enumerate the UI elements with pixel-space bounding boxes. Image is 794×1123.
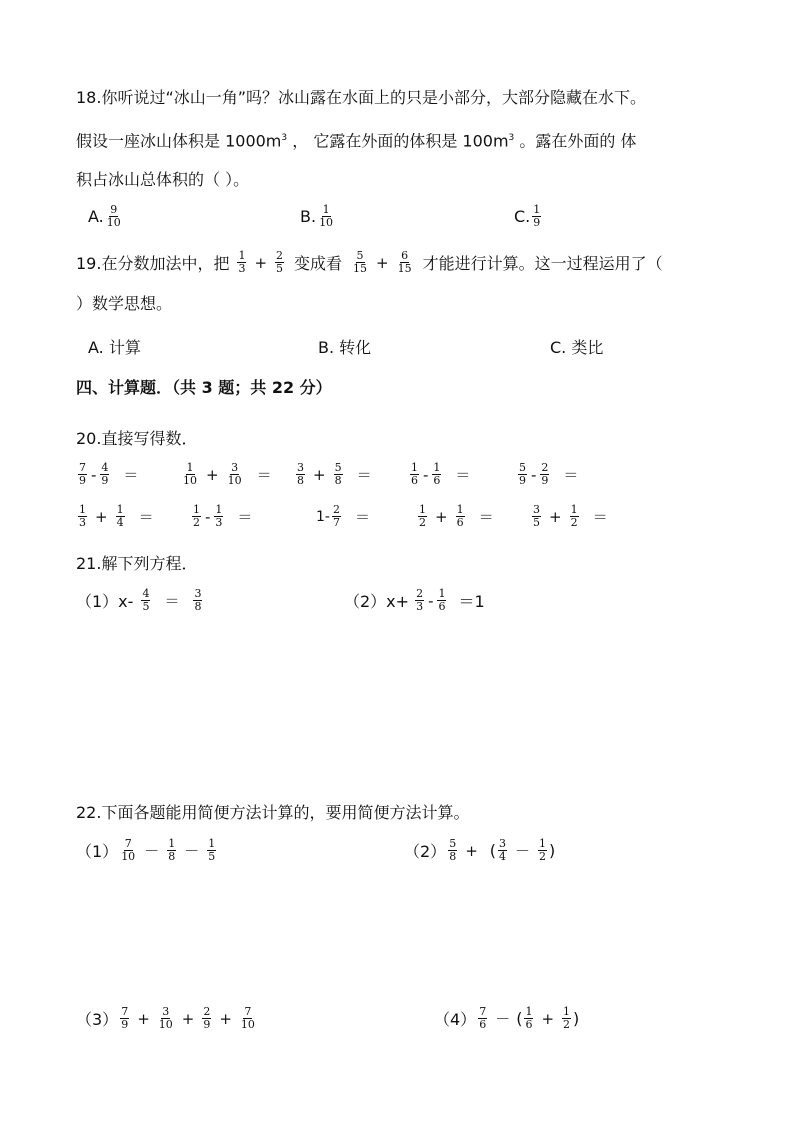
frac (240, 1006, 256, 1031)
frac (532, 504, 541, 529)
frac-num: 1 (433, 461, 441, 474)
q22-p4-label: （4） (434, 1010, 477, 1029)
q22-p3-label: （3） (76, 1010, 119, 1029)
frac-den: 8 (334, 474, 342, 487)
q18-line2-b: ， 它露在外面的体积是 100m (292, 131, 509, 151)
frac-den: 9 (519, 474, 526, 487)
frac-den: 10 (158, 1018, 173, 1031)
q19-f4 (397, 250, 413, 275)
frac-den: 2 (419, 516, 426, 529)
minus-sign: － (495, 1010, 511, 1028)
frac-den: 8 (449, 850, 457, 863)
frac-den: 5 (533, 516, 540, 529)
q19-option-a-label: A. 计算 (88, 338, 141, 357)
q18-line1: 18.你听说过“冰山一角”吗？冰山露在水面上的只是小部分，大部分隐藏在水下。 (76, 88, 647, 107)
frac-num: 1 (168, 837, 176, 850)
frac (214, 504, 223, 529)
q22-problem-4 (434, 1006, 579, 1031)
q18-option-a[interactable] (88, 204, 124, 229)
operator: + (435, 507, 448, 526)
frac-den: 3 (238, 262, 246, 275)
q20-r2-c5 (530, 504, 614, 529)
q18-line2 (76, 126, 636, 153)
q20-title: 20.直接写得数． (76, 429, 198, 448)
frac-num: 1 (79, 503, 86, 516)
frac-den: 9 (101, 474, 109, 487)
frac (120, 1006, 129, 1031)
frac-num: 3 (297, 461, 304, 474)
frac-num: 3 (499, 837, 507, 850)
q18-option-c-fraction (532, 204, 541, 229)
q21-p1-label: （1）x- (76, 592, 134, 611)
frac (456, 504, 465, 529)
minus-sign: － (184, 842, 200, 860)
q18-sup2: 3 (508, 133, 515, 143)
q18-option-b-label: B. (300, 207, 317, 226)
plus-sign: + (219, 1009, 232, 1028)
frac-den: 6 (479, 1018, 487, 1031)
operator: - (423, 465, 429, 484)
frac-num: 1 (193, 503, 200, 516)
frac-den: 5 (276, 262, 284, 275)
q20-r2-c4 (416, 504, 500, 529)
operator: + (313, 465, 326, 484)
q22-problem-3 (76, 1006, 258, 1031)
frac (410, 462, 419, 487)
equals-sign: ＝ (256, 466, 272, 484)
left-paren: ( (489, 841, 497, 860)
frac-den: 5 (208, 850, 216, 863)
frac-num: 2 (276, 249, 284, 262)
frac-num: 1 (563, 1005, 571, 1018)
q18-option-c[interactable] (514, 204, 543, 229)
frac-den: 2 (193, 516, 200, 529)
frac-num: 2 (203, 1005, 211, 1018)
frac-num: 3 (162, 1005, 170, 1018)
q18-line2-a: 假设一座冰山体积是 1000m (76, 131, 282, 151)
q19-option-b-label: B. 转化 (318, 338, 372, 357)
q18-option-a-label: A. (88, 207, 104, 226)
frac-num: 9 (110, 203, 118, 216)
frac-num: 4 (101, 461, 109, 474)
frac-num: 1 (215, 503, 223, 516)
q19-f1 (237, 250, 246, 275)
whole-number: 1- (316, 508, 330, 525)
frac-num: 1 (186, 461, 194, 474)
frac (562, 1006, 571, 1031)
q20-r1-c3 (294, 462, 378, 487)
q22-title: 22.下面各题能用简便方法计算的，要用简便方法计算。 (76, 803, 470, 822)
frac-num: 2 (332, 503, 340, 516)
frac-den: 9 (533, 216, 541, 229)
frac (158, 1006, 174, 1031)
frac-num: 3 (533, 503, 540, 516)
equals-one: ＝1 (458, 592, 485, 611)
frac (141, 588, 150, 613)
frac-num: 7 (79, 461, 86, 474)
minus-sign: － (144, 842, 160, 860)
operator: + (206, 465, 219, 484)
frac (120, 838, 136, 863)
q20-r2-c1 (76, 504, 160, 529)
plus-sign: + (465, 841, 478, 860)
frac (432, 462, 441, 487)
frac (207, 838, 216, 863)
equals-sign: ＝ (123, 466, 139, 484)
frac-num: 1 (456, 503, 464, 516)
frac-den: 10 (121, 850, 136, 863)
frac (192, 504, 201, 529)
q18-line3: 积占冰山总体积的（ ）。 (76, 170, 250, 189)
frac-den: 5 (142, 600, 150, 613)
frac-num: 2 (541, 461, 549, 474)
frac (116, 504, 125, 529)
frac (334, 462, 343, 487)
frac-num: 7 (244, 1005, 252, 1018)
operator: - (428, 591, 434, 610)
q18-option-a-fraction (106, 204, 122, 229)
frac-num: 3 (194, 587, 202, 600)
equals-sign: ＝ (237, 508, 253, 526)
plus-sign: + (541, 1009, 555, 1028)
q18-option-c-label: C. (514, 207, 531, 226)
frac-den: 8 (168, 850, 176, 863)
frac (570, 504, 579, 529)
frac-den: 6 (433, 474, 441, 487)
frac (415, 588, 424, 613)
frac-den: 6 (456, 516, 464, 529)
q21-title: 21.解下列方程． (76, 554, 198, 573)
frac-den: 6 (525, 1018, 533, 1031)
plus-sign: + (181, 1009, 195, 1028)
operator: + (549, 507, 562, 526)
plus-sign: + (137, 1009, 150, 1028)
frac (524, 1006, 533, 1031)
frac (193, 588, 202, 613)
frac-num: 1 (411, 461, 418, 474)
frac-num: 1 (238, 249, 246, 262)
q19-line2: ）数学思想。 (76, 294, 173, 313)
frac-den: 10 (240, 1018, 255, 1031)
q18-sup1: 3 (281, 133, 288, 143)
q19-text-b: 变成看 (294, 254, 343, 273)
frac (478, 1006, 487, 1031)
q18-option-b[interactable] (300, 204, 336, 229)
frac (78, 504, 87, 529)
frac-num: 1 (533, 203, 541, 216)
frac-num: 7 (121, 1005, 129, 1018)
frac-num: 1 (322, 203, 330, 216)
frac-den: 8 (297, 474, 304, 487)
q19-option-c-label: C. 类比 (550, 338, 604, 357)
q18-option-b-fraction (318, 204, 334, 229)
q21-problem-2 (344, 588, 485, 613)
frac (437, 588, 446, 613)
equals-sign: ＝ (563, 466, 579, 484)
q19-text-a: 19.在分数加法中，把 (76, 254, 230, 273)
frac-den: 2 (539, 850, 547, 863)
frac-den: 4 (499, 850, 507, 863)
left-paren: ( (516, 1009, 523, 1028)
q19-f2 (275, 250, 284, 275)
frac-den: 4 (116, 516, 124, 529)
equals-sign: ＝ (164, 592, 180, 610)
frac-num: 3 (231, 461, 239, 474)
frac-den: 8 (194, 600, 202, 613)
frac-num: 1 (525, 1005, 533, 1018)
frac-den: 2 (563, 1018, 571, 1031)
frac-num: 2 (416, 587, 424, 600)
equals-sign: ＝ (455, 466, 471, 484)
right-paren: ) (549, 841, 556, 860)
operator: + (95, 507, 108, 526)
frac-den: 9 (203, 1018, 211, 1031)
q22-p1-label: （1） (76, 842, 119, 861)
operator: - (531, 465, 537, 484)
frac-den: 7 (332, 516, 340, 529)
equals-sign: ＝ (354, 508, 370, 526)
frac-den: 15 (353, 262, 368, 275)
frac-num: 6 (401, 249, 409, 262)
equals-sign: ＝ (356, 466, 372, 484)
frac-num: 1 (570, 503, 578, 516)
q19-option-c[interactable] (550, 335, 603, 358)
frac (418, 504, 427, 529)
q19-line1 (76, 250, 663, 275)
section-4-title: 四、计算题．（共 3 题；共 22 分） (76, 378, 332, 397)
frac (202, 1006, 211, 1031)
frac-den: 10 (319, 216, 334, 229)
frac-num: 7 (124, 837, 132, 850)
frac-num: 7 (479, 1005, 487, 1018)
frac (167, 838, 176, 863)
q18-line2-c: 。露在外面的 体 (519, 131, 637, 151)
frac-den: 6 (411, 474, 418, 487)
operator: - (205, 507, 211, 526)
frac-num: 1 (419, 503, 426, 516)
equals-sign: ＝ (478, 508, 494, 526)
frac-den: 9 (541, 474, 549, 487)
q20-r1-c4 (408, 462, 476, 487)
frac-den: 3 (416, 600, 424, 613)
frac (78, 462, 87, 487)
frac (332, 504, 341, 529)
frac-den: 15 (397, 262, 412, 275)
plus-sign: + (376, 253, 389, 272)
frac-num: 5 (356, 249, 364, 262)
frac-den: 10 (227, 474, 242, 487)
frac-den: 10 (183, 474, 197, 487)
frac (498, 838, 507, 863)
frac (540, 462, 549, 487)
frac-num: 5 (449, 837, 457, 850)
q21-p2-label: （2）x+ (344, 592, 410, 611)
q20-r1-c5 (516, 462, 584, 487)
frac-den: 6 (438, 600, 446, 613)
q20-r1-c1 (76, 462, 144, 487)
q19-option-a[interactable] (88, 335, 141, 358)
frac-den: 2 (570, 516, 578, 529)
frac-num: 1 (208, 837, 216, 850)
frac-den: 3 (79, 516, 86, 529)
minus-sign: － (515, 842, 531, 860)
q22-p2-label: （2） (404, 842, 447, 861)
frac-num: 5 (519, 461, 526, 474)
frac (518, 462, 527, 487)
frac-num: 1 (116, 503, 124, 516)
equals-sign: ＝ (592, 508, 608, 526)
frac (538, 838, 547, 863)
operator: - (91, 465, 97, 484)
frac-num: 1 (539, 837, 547, 850)
right-paren: ) (573, 1009, 580, 1028)
frac-num: 1 (438, 587, 446, 600)
frac-den: 9 (79, 474, 86, 487)
frac-den: 3 (215, 516, 223, 529)
frac-num: 4 (142, 587, 150, 600)
frac-den: 10 (106, 216, 121, 229)
q22-problem-1 (76, 838, 218, 863)
q21-problem-1 (76, 588, 204, 613)
frac (182, 462, 198, 487)
q20-r2-c2 (190, 504, 258, 529)
q19-text-c: 才能进行计算。这一过程运用了（ (422, 254, 663, 273)
frac (227, 462, 243, 487)
frac (296, 462, 305, 487)
equals-sign: ＝ (138, 508, 154, 526)
q20-r2-c3 (316, 504, 376, 529)
q20-r1-c2 (180, 462, 278, 487)
q19-option-b[interactable] (318, 335, 371, 358)
frac (448, 838, 457, 863)
frac-den: 9 (121, 1018, 129, 1031)
plus-sign: + (254, 253, 268, 272)
frac-num: 5 (334, 461, 342, 474)
q22-problem-2 (404, 838, 555, 863)
frac (100, 462, 109, 487)
q19-f3 (352, 250, 368, 275)
